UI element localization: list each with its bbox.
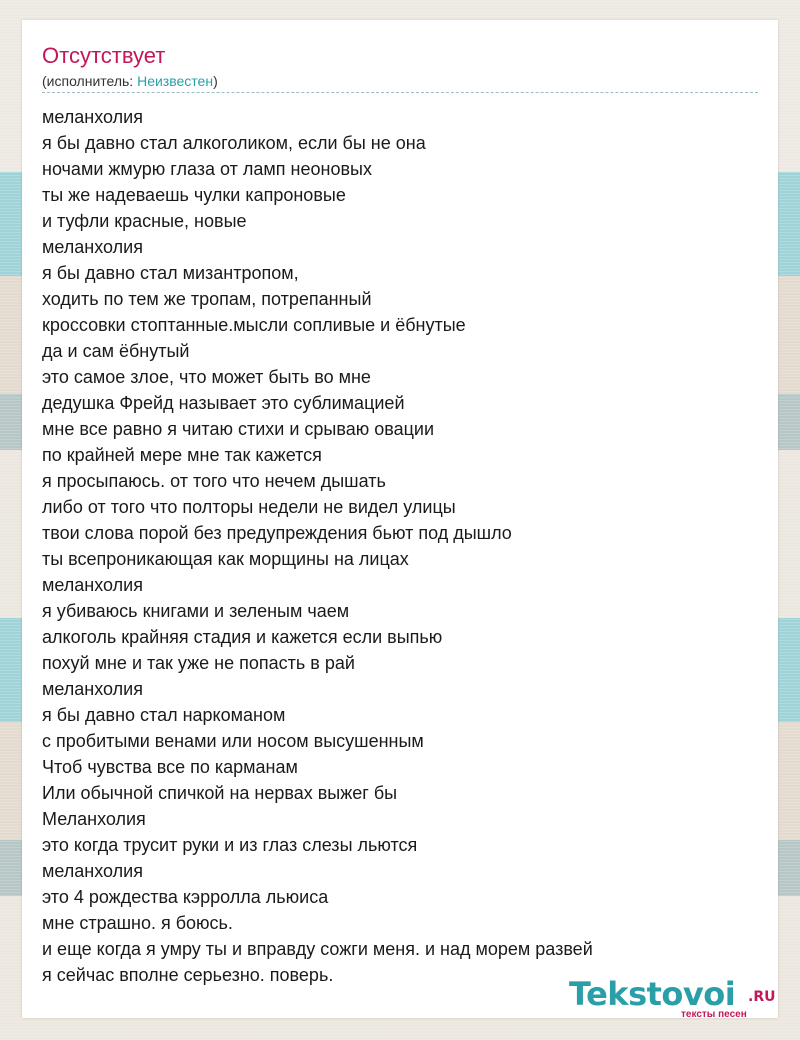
lyric-line: ходить по тем же тропам, потрепанный [42, 289, 372, 309]
title-divider [42, 92, 758, 93]
lyrics-text [42, 104, 758, 988]
lyric-line: по крайней мере мне так кажется [42, 445, 322, 465]
lyric-line: это 4 рождества кэрролла льюиса [42, 887, 329, 907]
lyric-line: я бы давно стал мизантропом, [42, 263, 299, 283]
lyrics-card [22, 20, 778, 1018]
logo-tagline: тексты песен [681, 1009, 747, 1020]
lyric-line: кроссовки стоптанные.мысли сопливые и ёбнутые [42, 315, 466, 335]
lyric-line: дедушка Фрейд называет это сублимацией [42, 393, 405, 413]
lyric-line: мне страшно. я боюсь. [42, 913, 233, 933]
lyric-line: либо от того что полторы недели не видел улицы [42, 497, 456, 517]
lyric-line: твои слова порой без предупреждения бьют под дышло [42, 523, 512, 543]
lyric-line: похуй мне и так уже не попасть в рай [42, 653, 355, 673]
performer-prefix: (исполнитель: [42, 73, 138, 89]
performer-line [42, 72, 218, 90]
performer-link[interactable]: Неизвестен [137, 73, 214, 89]
performer-suffix: ) [213, 73, 218, 89]
lyric-line: я просыпаюсь. от того что нечем дышать [42, 471, 386, 491]
song-title: Отсутствует [42, 43, 166, 68]
lyric-line: мне все равно я читаю стихи и срываю овации [42, 419, 435, 439]
tekstovoi-logo[interactable] [569, 975, 779, 1021]
lyric-line: я убиваюсь книгами и зеленым чаем [42, 601, 350, 621]
lyric-line: да и сам ёбнутый [42, 341, 190, 361]
lyric-line: это когда трусит руки и из глаз слезы льются [42, 835, 418, 855]
lyric-line: и еще когда я умру ты и вправду сожги меня. и над морем развей [42, 939, 593, 959]
lyric-line: меланхолия [42, 861, 143, 881]
lyric-line: я бы давно стал наркоманом [42, 705, 286, 725]
lyric-line: Меланхолия [42, 809, 146, 829]
lyric-line: ты же надеваешь чулки капроновые [42, 185, 346, 205]
lyric-line: я сейчас вполне серьезно. поверь. [42, 965, 334, 985]
lyric-line: меланхолия [42, 107, 143, 127]
lyric-line: и туфли красные, новые [42, 211, 247, 231]
logo-domain: .RU [748, 989, 776, 1005]
lyric-line: это самое злое, что может быть во мне [42, 367, 371, 387]
lyric-line: Или обычной спичкой на нервах выжег бы [42, 783, 398, 803]
lyric-line: ночами жмурю глаза от ламп неоновых [42, 159, 372, 179]
lyric-line: меланхолия [42, 237, 143, 257]
lyric-line: я бы давно стал алкоголиком, если бы не она [42, 133, 426, 153]
lyric-line: ты всепроникающая как морщины на лицах [42, 549, 409, 569]
lyric-line: меланхолия [42, 575, 143, 595]
lyric-line: алкоголь крайняя стадия и кажется если выпью [42, 627, 443, 647]
logo-name: Tekstovoi [569, 975, 736, 1013]
lyric-line: Чтоб чувства все по карманам [42, 757, 298, 777]
lyric-line: с пробитыми венами или носом высушенным [42, 731, 424, 751]
lyric-line: меланхолия [42, 679, 143, 699]
